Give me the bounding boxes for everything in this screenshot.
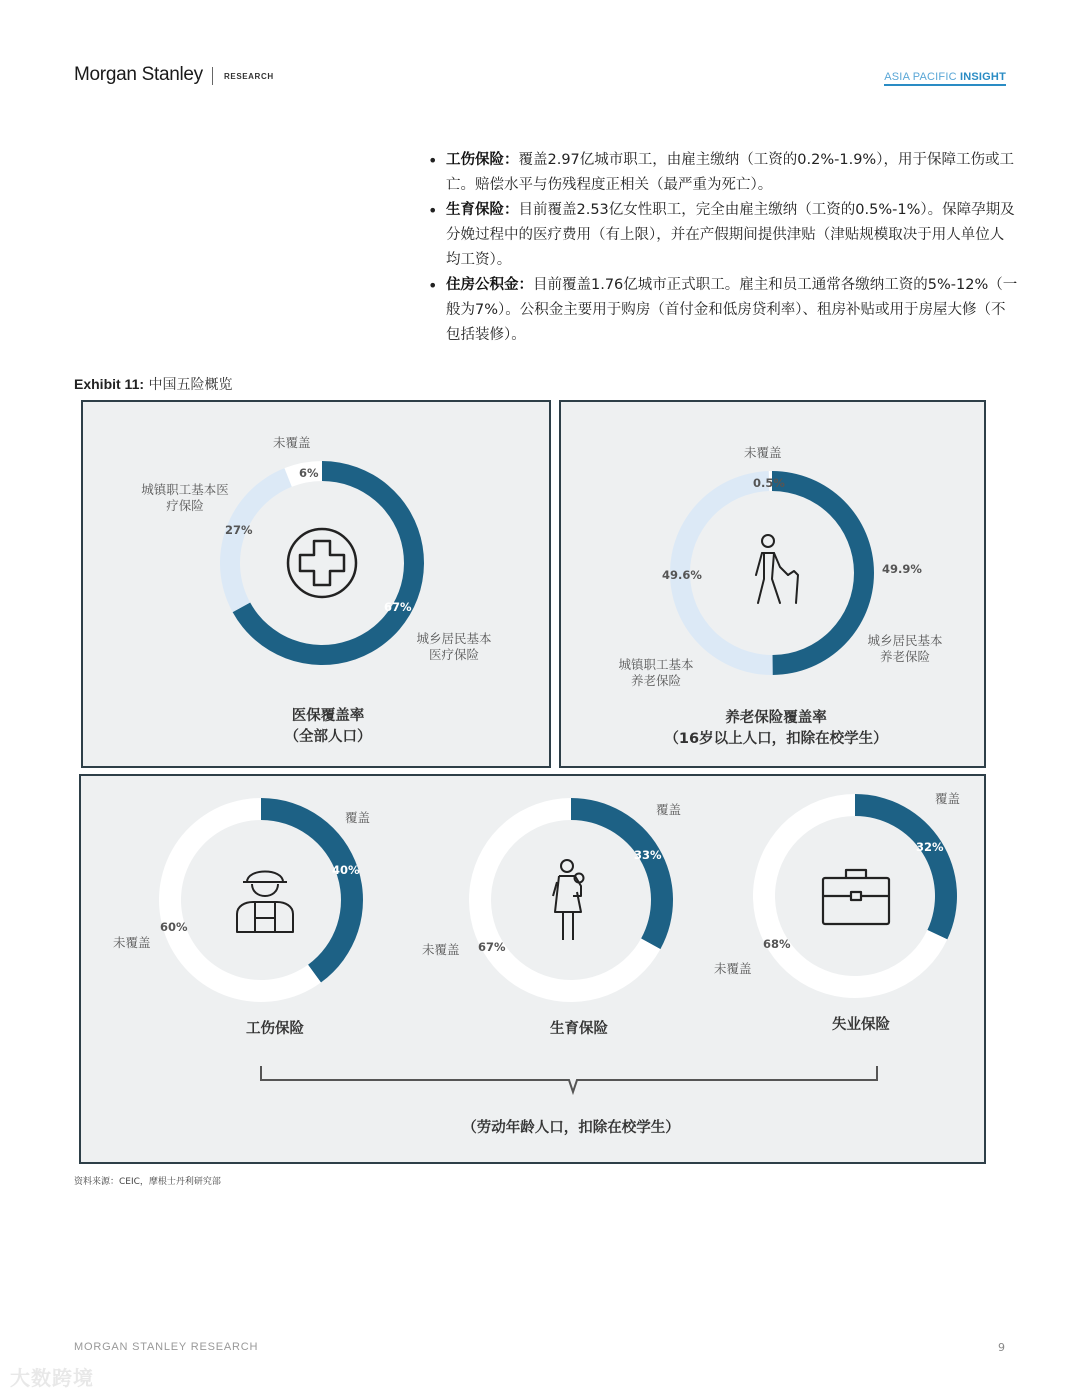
- brand-logo: Morgan Stanley: [74, 64, 203, 85]
- bullet-housing-fund: [428, 273, 1018, 348]
- pension-rural-pct: 49.9%: [882, 562, 922, 576]
- source-note: 资料来源：CEIC，摩根士丹利研究部: [74, 1177, 221, 1187]
- medical-cross-icon: [288, 529, 356, 597]
- bullet-work-injury: [428, 148, 1018, 198]
- medical-rural-pct: 67%: [384, 600, 412, 614]
- pension-uncovered-label: 未覆盖: [744, 445, 782, 460]
- injury-donut: [159, 798, 363, 1002]
- maternity-covered-pct: 33%: [634, 848, 662, 862]
- medical-caption: [213, 706, 443, 748]
- maternity-uncovered-pct: 67%: [478, 940, 506, 954]
- bullet-maternity: [428, 198, 1018, 273]
- unemployment-uncovered-pct: 68%: [763, 937, 791, 951]
- unemployment-covered-pct: 32%: [916, 840, 944, 854]
- bullet-list: [428, 148, 1018, 348]
- pension-urban-employee-label: 城镇职工基本养老保险: [618, 657, 694, 688]
- bullet-term: 工伤保险：: [446, 152, 519, 168]
- pension-rural-label: 城乡居民基本养老保险: [867, 633, 943, 664]
- unemployment-uncovered-label: 未覆盖: [714, 961, 752, 976]
- injury-uncovered-pct: 60%: [160, 920, 188, 934]
- header-divider: [212, 67, 213, 85]
- worker-helmet-icon: [237, 872, 293, 933]
- bullet-text: 目前覆盖1.76亿城市正式职工。雇主和员工通常各缴纳工资的5%-12%（一般为7%）。公积金主要用于购房（首付金和低房贷利率）、租房补贴或用于房屋大修（不包括装修）。: [446, 277, 1018, 343]
- working-age-donut-charts: [81, 776, 984, 1162]
- pension-urban-employee-pct: 49.6%: [662, 568, 702, 582]
- pension-caption-title: 养老保险覆盖率: [725, 710, 827, 726]
- unemployment-covered-label: 覆盖: [935, 791, 961, 806]
- medical-caption-title: 医保覆盖率: [291, 708, 365, 724]
- injury-covered-label: 覆盖: [345, 810, 371, 825]
- donut-slice-1: [159, 798, 321, 1002]
- pension-caption: [621, 708, 931, 750]
- bullet-text: 目前覆盖2.53亿女性职工，完全由雇主缴纳（工资的0.5%-1%）。保障孕期及分娩过程中的医疗费用（有上限），并在产假期间提供津贴（津贴规模取决于用人单位人均工资）。: [446, 202, 1015, 268]
- medical-urban-employee-label: 城镇职工基本医疗保险: [141, 482, 229, 513]
- medical-rural-label: 城乡居民基本医疗保险: [416, 631, 492, 662]
- footer-brand: MORGAN STANLEY RESEARCH: [74, 1341, 259, 1353]
- pension-insurance-panel: [559, 400, 986, 768]
- bullet-term: 住房公积金：: [446, 277, 533, 293]
- mother-baby-icon: [553, 860, 584, 940]
- maternity-covered-label: 覆盖: [656, 802, 682, 817]
- maternity-caption: 生育保险: [550, 1021, 608, 1037]
- insight-word: INSIGHT: [959, 71, 1006, 83]
- injury-covered-pct: 40%: [332, 863, 360, 877]
- asia-pacific-insight-label: [884, 71, 1006, 86]
- medical-uncovered-label: 未覆盖: [273, 435, 311, 450]
- maternity-donut: [469, 798, 673, 1002]
- injury-caption: 工伤保险: [246, 1021, 304, 1037]
- donut-slice-0: [571, 798, 673, 949]
- working-age-caption: （劳动年龄人口，扣除在校学生）: [462, 1120, 680, 1136]
- elderly-person-icon: [756, 535, 798, 603]
- pension-caption-sub: （16岁以上人口，扣除在校学生）: [664, 731, 888, 747]
- maternity-uncovered-label: 未覆盖: [422, 942, 460, 957]
- medical-uncovered-pct: 6%: [299, 466, 319, 480]
- donut-slice-0: [855, 794, 957, 939]
- bullet-term: 生育保险：: [446, 202, 519, 218]
- medical-insurance-panel: [81, 400, 551, 768]
- briefcase-icon: [823, 870, 889, 924]
- medical-donut: [220, 461, 424, 665]
- injury-uncovered-label: 未覆盖: [113, 935, 151, 950]
- exhibit-label: Exhibit 11:: [74, 376, 145, 392]
- grouping-bracket: [261, 1066, 877, 1092]
- research-label: RESEARCH: [224, 72, 274, 81]
- exhibit-name: 中国五险概览: [148, 377, 233, 393]
- unemployment-caption: 失业保险: [832, 1017, 890, 1033]
- working-age-insurance-panel: [79, 774, 986, 1164]
- medical-urban-employee-pct: 27%: [225, 523, 253, 537]
- pension-uncovered-pct: 0.5%: [753, 476, 785, 490]
- page-number: 9: [998, 1341, 1005, 1354]
- medical-caption-sub: （全部人口）: [284, 729, 372, 745]
- insight-prefix: ASIA PACIFIC: [884, 71, 960, 83]
- bullet-text: 覆盖2.97亿城市职工，由雇主缴纳（工资的0.2%-1.9%），用于保障工伤或工亡。赔偿水平与伤残程度正相关（最严重为死亡）。: [446, 152, 1014, 193]
- watermark: 大数跨境: [10, 1366, 94, 1390]
- exhibit-title: [74, 374, 232, 394]
- unemployment-donut: [753, 794, 957, 998]
